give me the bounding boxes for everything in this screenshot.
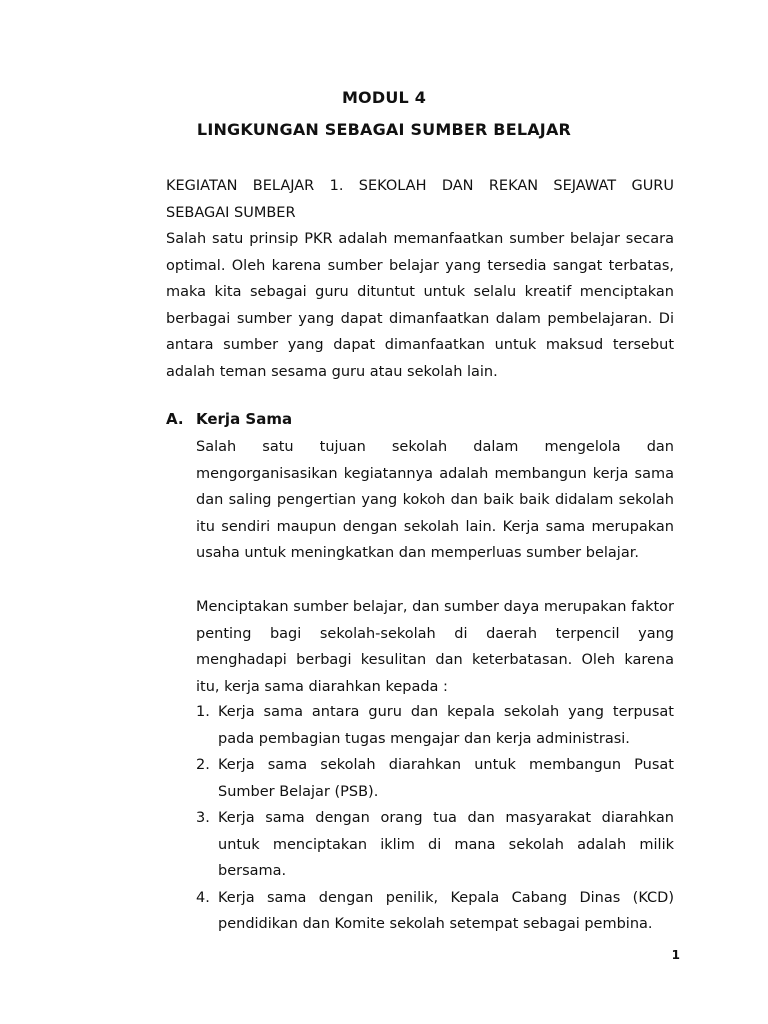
activity-heading-line-1: KEGIATAN BELAJAR 1. SEKOLAH DAN REKAN SEJAWAT GURU <box>166 178 674 194</box>
activity-heading <box>166 173 674 226</box>
activity-heading-line-2: SEBAGAI SUMBER <box>166 204 296 221</box>
section-a-paragraph-1: Salah satu tujuan sekolah dalam mengelola dan mengorganisasikan kegiatannya adalah membangun kerja sama dan saling pengertian yang kokoh dan baik baik didalam sekolah itu sendiri maupun dengan sekolah lain. Kerja sama merupakan usaha untuk meningkatkan dan memperluas sumber belajar. <box>196 439 674 561</box>
list-item-number: 3. <box>196 810 210 826</box>
section-a-paragraph-2: Menciptakan sumber belajar, dan sumber daya merupakan faktor penting bagi sekolah-sekolah di daerah terpencil yang menghadapi berbagi kesulitan dan keterbatasan. Oleh karena itu, kerja sama diarahkan kepada : <box>196 599 674 695</box>
cooperation-list <box>196 699 674 938</box>
list-item <box>196 699 674 752</box>
section-a-title: Kerja Sama <box>196 410 293 428</box>
list-item <box>196 752 674 805</box>
section-a-heading <box>166 410 292 428</box>
section-a-letter: A. <box>166 410 184 428</box>
list-item-number: 4. <box>196 889 210 906</box>
list-item-number: 1. <box>196 704 210 720</box>
list-item <box>196 885 674 938</box>
intro-paragraph: Salah satu prinsip PKR adalah memanfaatkan sumber belajar secara optimal. Oleh karena sumber belajar yang tersedia sangat terbatas, maka kita sebagai guru dituntut untuk selalu kreatif menciptakan berbagai sumber yang dapat dimanfaatkan dalam pembelajaran. Di antara sumber yang dapat dimanfaatkan untuk maksud tersebut adalah teman sesama guru atau sekolah lain. <box>166 231 674 380</box>
list-item-text: Kerja sama dengan orang tua dan masyarakat diarahkan untuk menciptakan iklim di mana sekolah adalah milik bersama. <box>218 810 674 879</box>
list-item-text: Kerja sama dengan penilik, Kepala Cabang Dinas (KCD) pendidikan dan Komite sekolah setempat sebagai pembina. <box>218 889 674 932</box>
module-subtitle: LINGKUNGAN SEBAGAI SUMBER BELAJAR <box>196 120 572 139</box>
list-item-text: Kerja sama sekolah diarahkan untuk membangun Pusat Sumber Belajar (PSB). <box>218 757 674 800</box>
list-item-text: Kerja sama antara guru dan kepala sekolah yang terpusat pada pembagian tugas mengajar dan kerja administrasi. <box>218 704 674 747</box>
page-number: 1 <box>671 948 680 962</box>
list-item <box>196 805 674 885</box>
module-title: MODUL 4 <box>341 88 427 107</box>
list-item-number: 2. <box>196 757 210 773</box>
